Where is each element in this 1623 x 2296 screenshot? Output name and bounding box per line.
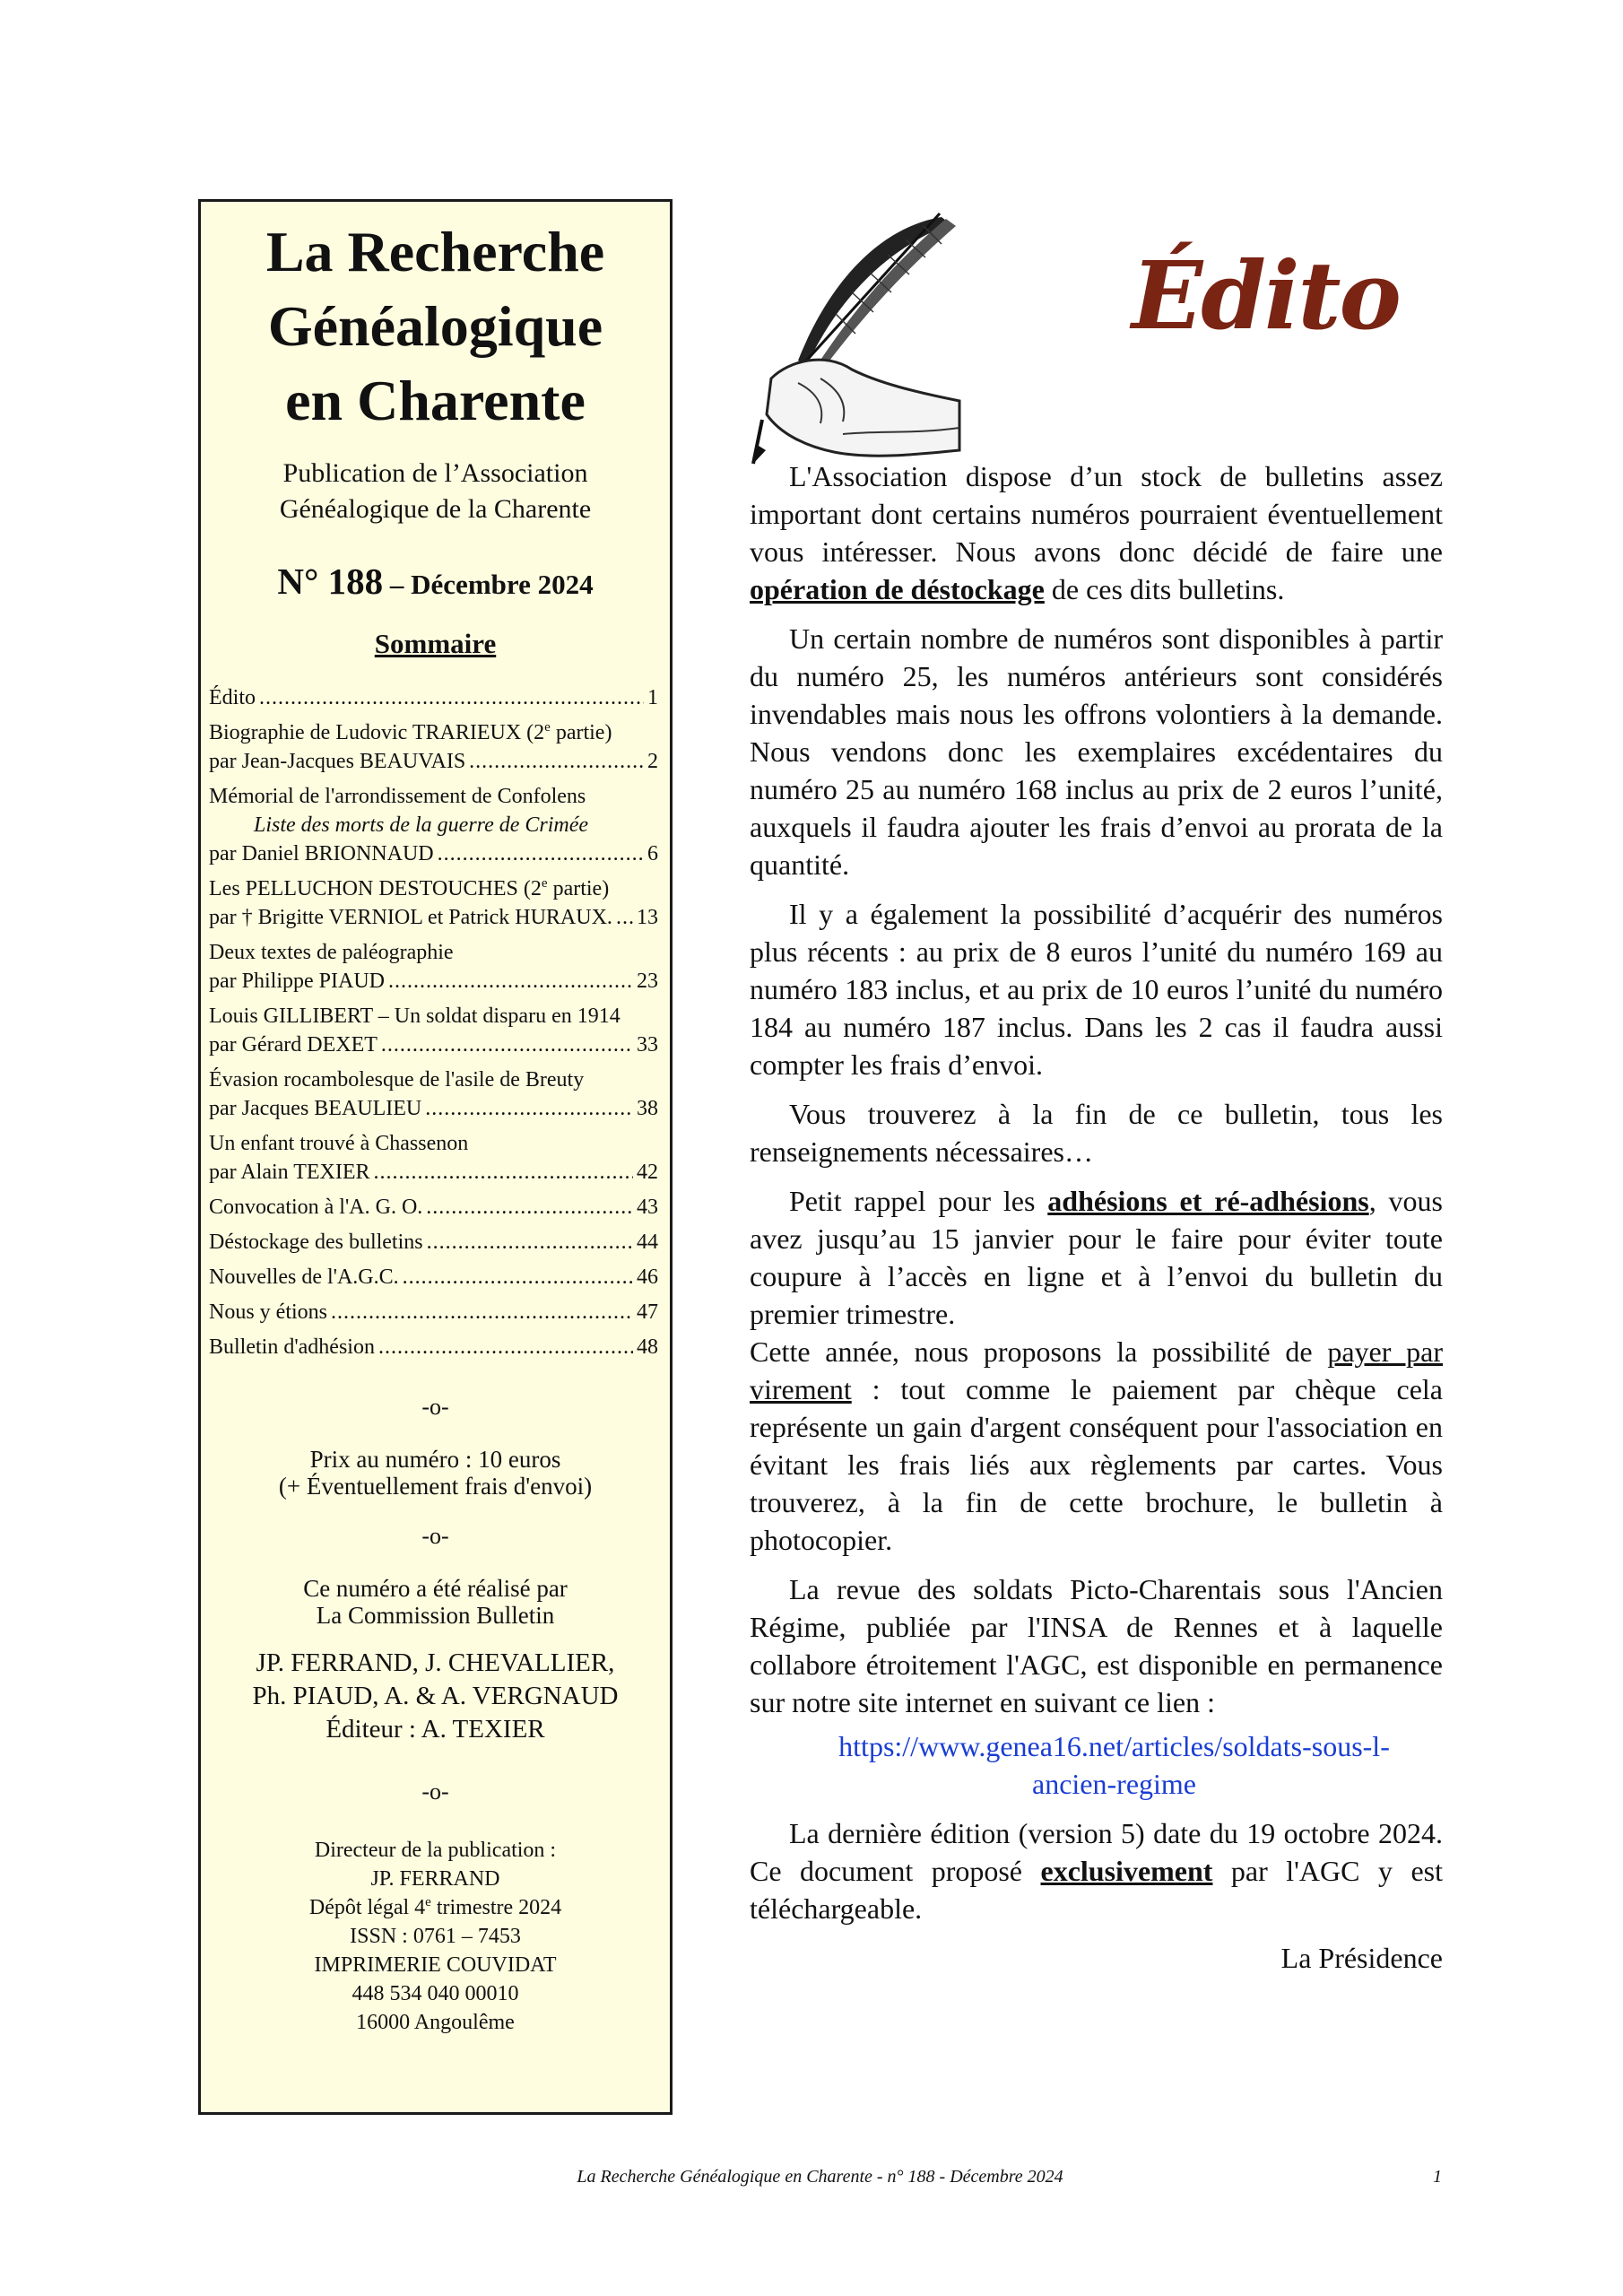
toc-leader <box>374 1158 633 1187</box>
title-line: en Charente <box>285 369 586 432</box>
separator: -o- <box>421 1394 449 1420</box>
toc-entry <box>209 1228 658 1257</box>
toc-line <box>209 1031 658 1059</box>
footer-text: La Recherche Généalogique en Charente - n° 188 - Décembre 2024 <box>577 2167 1063 2187</box>
toc-leader <box>381 1031 633 1059</box>
toc-line: Deux textes de paléographie <box>209 941 454 964</box>
toc-line <box>209 1094 658 1123</box>
toc-page: 48 <box>637 1335 658 1359</box>
toc-leader <box>425 1094 633 1123</box>
toc-entry <box>209 683 658 712</box>
toc-label: par Jean-Jacques BEAUVAIS <box>209 750 466 773</box>
team-line: JP. FERRAND, J. CHEVALLIER, <box>256 1648 615 1677</box>
text-span: , vous avez jusqu’au 15 janvier pour le faire pour éviter toute coupure à l’accès en ligne et à l’envoi du bulletin du premier trimestre. <box>750 1185 1443 1330</box>
toc-line <box>209 1193 658 1222</box>
paragraph: Il y a également la possibilité d’acquérir des numéros plus récents : au prix de 8 euros l’unité du numéro 169 au numéro 183 inclus, et au prix de 10 euros l’unité du numéro 184 au numéro 187 inclus. Dans les 2 cas il faudra aussi compter les frais d’envoi. <box>750 898 1443 1081</box>
text-span: : tout comme le paiement par chèque cela représente un gain d'argent conséquent pour l'association en évitant les frais liés aux règlements par cartes. Vous trouverez, à la fin de cette brochure, le bulletin à photocopier. <box>750 1373 1443 1556</box>
text-span: Petit rappel pour les <box>789 1185 1048 1217</box>
text-span: Cette année, nous proposons la possibilité de <box>750 1335 1328 1368</box>
toc-label: par † Brigitte VERNIOL et Patrick HURAUX. <box>209 906 612 929</box>
team-credits <box>201 1647 670 1746</box>
price-line: Prix au numéro : 10 euros <box>309 1446 561 1473</box>
toc-label: par Alain TEXIER <box>209 1161 370 1184</box>
toc-label: Nous y étions <box>209 1300 327 1324</box>
toc-entry <box>209 938 658 996</box>
toc-line: Biographie de Ludovic TRARIEUX (2e partie) <box>209 720 612 744</box>
issue-number: N° 188 <box>277 561 384 602</box>
toc-line <box>209 1298 658 1326</box>
title-line: La Recherche <box>265 220 605 283</box>
toc-label: par Jacques BEAULIEU <box>209 1097 422 1120</box>
toc-page: 33 <box>637 1033 658 1057</box>
edito-title: Édito <box>1132 240 1400 351</box>
toc-page: 43 <box>637 1196 658 1219</box>
toc-line <box>209 1158 658 1187</box>
toc-line <box>209 839 658 868</box>
toc-page: 23 <box>637 970 658 993</box>
toc-line: Les PELLUCHON DESTOUCHES (2e partie) <box>209 876 610 900</box>
emphasis: payer par virement <box>750 1335 1444 1405</box>
legal-line: JP. FERRAND <box>370 1867 500 1891</box>
paragraph: Un certain nombre de numéros sont disponibles à partir du numéro 25, les numéros antérieurs sont considérés invendables mais nous les offrons volontiers à la demande. Nous vendons donc les exemplaires excédentaires du numéro 25 au numéro 168 inclus au prix de 2 euros l’unité, auxquels il faudra ajouter les frais d’envoi au prorata de la quantité. <box>750 622 1443 881</box>
toc-leader <box>426 1193 633 1222</box>
title-line: Généalogique <box>267 294 603 358</box>
legal-line: IMPRIMERIE COUVIDAT <box>314 1953 557 1977</box>
toc-entry <box>209 1002 658 1059</box>
toc-leader <box>616 903 633 932</box>
toc-entry <box>209 782 658 868</box>
toc-line: Un enfant trouvé à Chassenon <box>209 1132 469 1155</box>
issue-date: – Décembre 2024 <box>389 569 594 600</box>
toc-label: Édito <box>209 686 256 709</box>
edito-body <box>750 457 1443 1988</box>
sidebar-box <box>198 199 673 2115</box>
summary-heading: Sommaire <box>374 628 497 659</box>
paragraph: Vous trouverez à la fin de ce bulletin, tous les renseignements nécessaires… <box>750 1098 1443 1168</box>
toc-line <box>209 683 658 712</box>
toc-leader <box>438 839 644 868</box>
toc-leader <box>403 1263 633 1292</box>
link-paragraph <box>750 1727 1443 1803</box>
emphasis: adhésions et ré-adhésions <box>1047 1185 1369 1217</box>
toc-page: 6 <box>647 842 658 865</box>
toc-page: 47 <box>637 1300 658 1324</box>
legal-line: Dépôt légal 4e trimestre 2024 <box>308 1895 562 1919</box>
toc-label: par Gérard DEXET <box>209 1033 378 1057</box>
toc-label: Bulletin d'adhésion <box>209 1335 375 1359</box>
emphasis: exclusivement <box>1040 1855 1213 1887</box>
toc-entry <box>209 1263 658 1292</box>
toc-entry <box>209 1129 658 1187</box>
legal-line: 16000 Angoulême <box>356 2011 515 2034</box>
toc-entry <box>209 718 658 776</box>
signature: La Présidence <box>1280 1942 1443 1974</box>
paragraph <box>750 1814 1443 1927</box>
toc-subtitle: Liste des morts de la guerre de Crimée <box>254 813 589 837</box>
toc-line: Mémorial de l'arrondissement de Confolens <box>209 785 586 808</box>
toc-line <box>209 903 658 932</box>
legal-line: Directeur de la publication : <box>314 1839 557 1862</box>
legal-line: ISSN : 0761 – 7453 <box>350 1925 521 1948</box>
separator: -o- <box>421 1779 449 1805</box>
toc-line: Louis GILLIBERT – Un soldat disparu en 1914 <box>209 1004 621 1028</box>
toc-leader <box>469 747 644 776</box>
soldiers-link[interactable]: ancien-regime <box>1032 1768 1196 1800</box>
publisher-line: Généalogique de la Charente <box>279 494 592 524</box>
text-span: par l'AGC y est téléchargeable. <box>750 1855 1444 1925</box>
toc-entry <box>209 874 658 932</box>
team-line: Éditeur : A. TEXIER <box>325 1715 545 1744</box>
toc-leader <box>331 1298 633 1326</box>
legal-line: 448 534 040 00010 <box>352 1982 519 2005</box>
toc-entry <box>209 1065 658 1123</box>
toc-page: 46 <box>637 1265 658 1289</box>
toc-page: 44 <box>637 1231 658 1254</box>
journal-title <box>201 214 670 438</box>
toc-entry <box>209 1193 658 1222</box>
toc-line: Évasion rocambolesque de l'asile de Breuty <box>209 1068 585 1091</box>
emphasis: opération de déstockage <box>750 573 1045 605</box>
toc-leader <box>427 1228 633 1257</box>
issue-info <box>201 560 670 603</box>
toc-page: 2 <box>647 750 658 773</box>
toc-leader <box>259 683 644 712</box>
paragraph <box>750 1333 1443 1559</box>
separator: -o- <box>421 1523 449 1549</box>
toc-page: 1 <box>647 686 658 709</box>
toc-label: Convocation à l'A. G. O. <box>209 1196 423 1219</box>
team-line: Ph. PIAUD, A. & A. VERGNAUD <box>252 1682 619 1710</box>
toc-line <box>209 1263 658 1292</box>
toc-page: 13 <box>637 906 658 929</box>
text-span: L'Association dispose d’un stock de bulletins assez important dont certains numéros pourraient éventuellement vous intéresser. Nous avons donc décidé de faire une <box>750 460 1443 568</box>
toc-label: par Philippe PIAUD <box>209 970 385 993</box>
paragraph: La revue des soldats Picto-Charentais sous l'Ancien Régime, publiée par l'INSA de Rennes et à laquelle collabore étroitement l'AGC, est disponible en permanence sur notre site internet en suivant ce lien : <box>750 1573 1443 1718</box>
toc-label: Déstockage des bulletins <box>209 1231 423 1254</box>
made-by-line: Ce numéro a été réalisé par <box>303 1575 568 1602</box>
paragraph <box>750 457 1443 608</box>
publisher-line: Publication de l’Association <box>282 458 588 488</box>
toc-line <box>209 747 658 776</box>
text-span: La dernière édition (version 5) date du 19 octobre 2024. Ce document proposé <box>750 1817 1443 1887</box>
paragraph <box>750 1182 1443 1333</box>
soldiers-link[interactable]: https://www.genea16.net/articles/soldats-sous-l- <box>838 1730 1390 1762</box>
legal-info <box>201 1836 670 2037</box>
quill-pen-hand-icon <box>735 199 968 468</box>
toc-line <box>209 1228 658 1257</box>
page-number: 1 <box>1433 2167 1442 2187</box>
toc-entry <box>209 1333 658 1361</box>
toc-label: par Daniel BRIONNAUD <box>209 842 434 865</box>
price-line: (+ Éventuellement frais d'envoi) <box>278 1473 593 1500</box>
toc-page: 42 <box>637 1161 658 1184</box>
toc-entry <box>209 1298 658 1326</box>
made-by-line: La Commission Bulletin <box>316 1602 555 1629</box>
table-of-contents <box>209 683 658 1361</box>
toc-line <box>209 1333 658 1361</box>
toc-page: 38 <box>637 1097 658 1120</box>
toc-leader <box>378 1333 633 1361</box>
publisher <box>201 456 670 527</box>
made-by <box>201 1575 670 1629</box>
toc-line <box>209 967 658 996</box>
toc-leader <box>388 967 633 996</box>
toc-label: Nouvelles de l'A.G.C. <box>209 1265 399 1289</box>
price-info <box>201 1446 670 1500</box>
text-span: de ces dits bulletins. <box>1044 573 1285 605</box>
